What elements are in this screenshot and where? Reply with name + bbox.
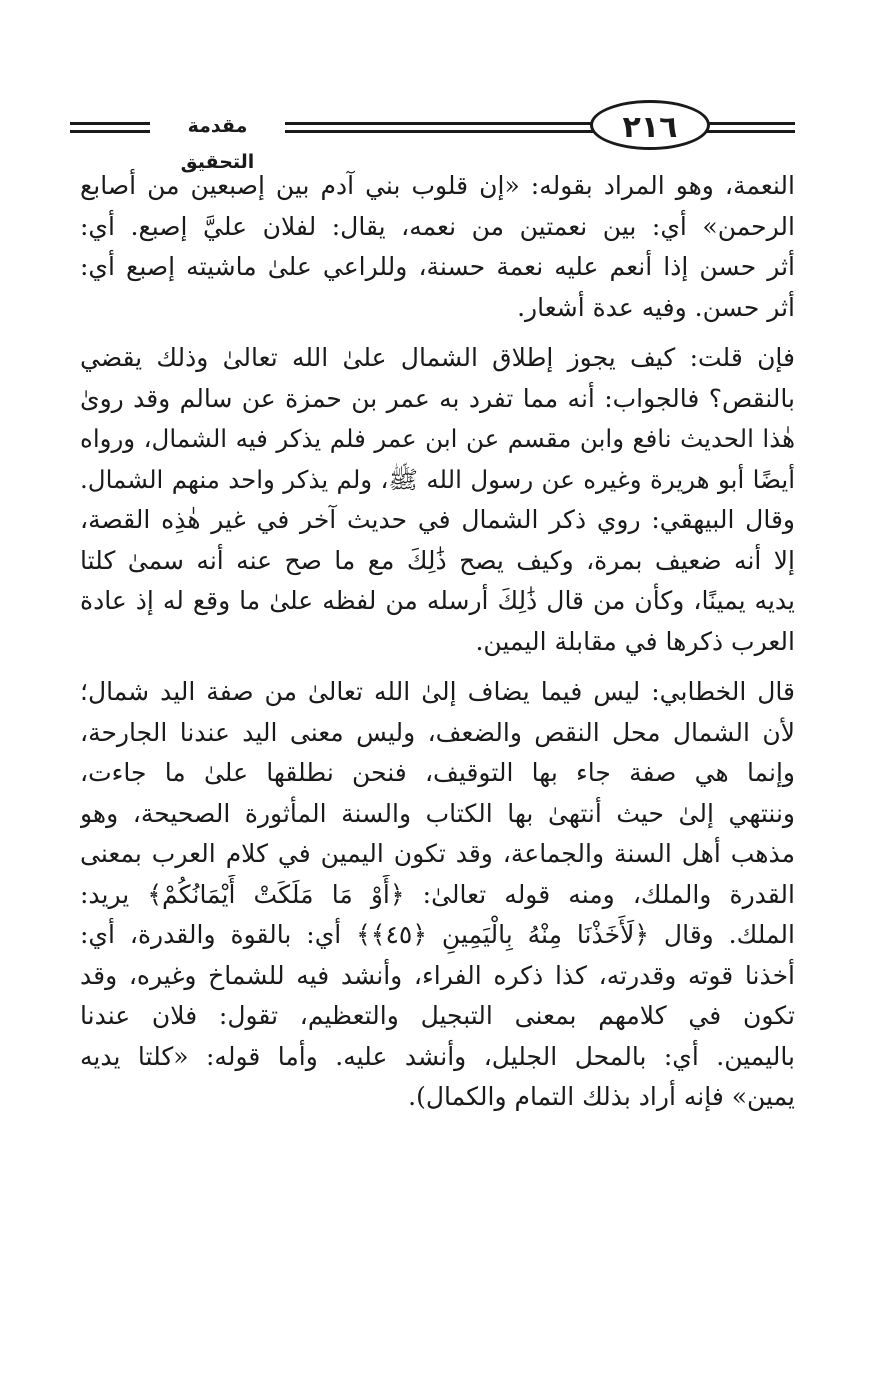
text-line: الملك. وقال ﴿لَأَخَذْنَا مِنْهُ بِالْيَمِينِ ﴿٤٥﴾﴾ أي: بالقوة والقدرة، أي: — [80, 920, 795, 949]
body-text — [80, 166, 795, 1128]
paragraph — [80, 166, 795, 328]
text-line: باليمين. أي: بالمحل الجليل، وأنشد عليه. وأما قوله: «كلتا يديه — [80, 1041, 795, 1071]
paragraph — [80, 338, 795, 662]
text-line: إلا أنه ضعيف بمرة، وكيف يصح ذَٰلِكَ مع ما صح عنه أنه سمىٰ كلتا — [80, 545, 795, 575]
text-line: القدرة والملك، ومنه قوله تعالىٰ: ﴿أَوْ مَا مَلَكَتْ أَيْمَانُكُمْ﴾ يريد: — [80, 879, 795, 909]
running-title: مقدمة التحقيق — [150, 108, 285, 180]
text-line: وننتهي إلىٰ حيث أنتهىٰ بها الكتاب والسنة المأثورة الصحيحة، وهو — [80, 798, 795, 828]
text-line: فإن قلت: كيف يجوز إطلاق الشمال علىٰ الله تعالىٰ وذلك يقضي — [80, 343, 795, 372]
header-rule — [70, 130, 155, 133]
text-line: هٰذا الحديث نافع وابن مقسم عن ابن عمر فلم يذكر فيه الشمال، ورواه — [80, 424, 795, 453]
text-line: الرحمن» أي: بين نعمتين من نعمه، يقال: لفلان عليَّ إصبع. أي: — [80, 211, 795, 241]
text-line: أثر حسن. وفيه عدة أشعار. — [517, 292, 795, 322]
header-rule — [285, 130, 525, 133]
text-line: أثر حسن إذا أنعم عليه نعمة حسنة، وللراعي علىٰ ماشيته إصبع أي: — [80, 252, 795, 281]
text-line: وقال البيهقي: روي ذكر الشمال في حديث آخر في غير هٰذِه القصة، — [80, 505, 795, 534]
text-line: يمين» فإنه أراد بذلك التمام والكمال). — [408, 1082, 795, 1111]
text-line: أيضًا أبو هريرة وغيره عن رسول الله ﷺ، ولم يذكر واحد منهم الشمال. — [80, 464, 795, 494]
text-line: تكون في كلامهم بمعنى التبجيل والتعظيم، تقول: فلان عندنا — [80, 1001, 795, 1030]
text-line: لأن الشمال محل النقص والضعف، وليس معنى اليد عندنا الجارحة، — [80, 717, 795, 747]
text-line: أخذنا قوته وقدرته، كذا ذكره الفراء، وأنشد فيه للشماخ وغيره، وقد — [80, 960, 795, 990]
text-line: النعمة، وهو المراد بقوله: «إن قلوب بني آدم بين إصبعين من أصابع — [80, 171, 795, 200]
text-line: العرب ذكرها في مقابلة اليمين. — [475, 626, 795, 656]
page-number: ٢١٦ — [590, 100, 710, 150]
paragraph — [80, 672, 795, 1118]
text-line: بالنقص؟ فالجواب: أنه مما تفرد به عمر بن حمزة عن سالم وقد روىٰ — [80, 383, 795, 413]
header-rule — [70, 122, 155, 125]
text-line: وإنما هي صفة جاء بها التوقيف، فنحن نطلقها علىٰ ما جاءت، — [80, 758, 795, 787]
text-line: مذهب أهل السنة والجماعة، وقد تكون اليمين في كلام العرب بمعنى — [80, 839, 795, 868]
text-line: قال الخطابي: ليس فيما يضاف إلىٰ الله تعالىٰ من صفة اليد شمال؛ — [80, 677, 795, 706]
header-rule — [285, 122, 525, 125]
text-line: يديه يمينًا، وكأن من قال ذَٰلِكَ أرسله من لفظه علىٰ ما وقع له إذ عادة — [80, 586, 795, 615]
running-header — [70, 100, 795, 173]
